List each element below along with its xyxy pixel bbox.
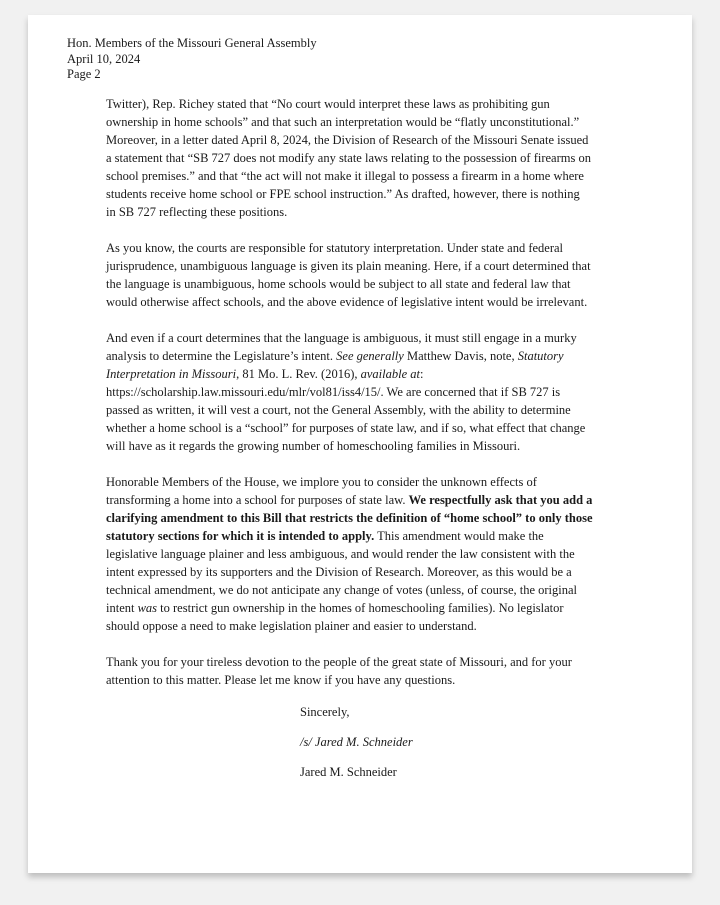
- date-line: April 10, 2024: [67, 51, 141, 66]
- text-run: :: [420, 367, 424, 381]
- text-run: transforming a home into a school for purposes of state law.: [106, 493, 409, 507]
- text-line: attention to this matter. Please let me know if you have any questions.: [106, 673, 456, 687]
- citation-title: Interpretation in Missouri: [106, 367, 237, 381]
- citation-signal: available at: [360, 367, 420, 381]
- text-line: in SB 727 reflecting these positions.: [106, 205, 288, 219]
- letter-body: [106, 95, 620, 707]
- text-line: [106, 349, 564, 363]
- bold-request: We respectfully ask that you add a: [408, 493, 593, 507]
- recipient-line: Hon. Members of the Missouri General Assembly: [67, 36, 317, 50]
- bold-request: statutory sections for which it is intended to apply.: [106, 529, 375, 543]
- signer-name: Jared M. Schneider: [300, 765, 397, 779]
- text-line: https://scholarship.law.missouri.edu/mlr/vol81/iss4/15/. We are concerned that if SB 727 is: [106, 385, 561, 399]
- text-line: And even if a court determines that the language is ambiguous, it must still engage in a murky: [106, 331, 577, 345]
- text-line: [106, 601, 564, 615]
- citation-title: Statutory: [517, 349, 564, 363]
- letter-closing: [300, 703, 413, 793]
- text-run: Matthew Davis, note,: [403, 349, 518, 363]
- paragraph-2: [106, 239, 620, 311]
- text-line: [106, 529, 544, 543]
- text-line: would otherwise affect schools, and the above evidence of legislative intent would be irrelevant.: [106, 295, 588, 309]
- electronic-signature: /s/ Jared M. Schneider: [300, 735, 413, 749]
- page-number: Page 2: [67, 67, 101, 81]
- letter-page: [28, 15, 692, 873]
- text-line: will have as it regards the growing number of homeschooling families in Missouri.: [106, 439, 521, 453]
- text-line: should oppose a need to make legislation plainer and easier to understand.: [106, 619, 477, 633]
- salutation: Sincerely,: [300, 705, 350, 719]
- text-run: to restrict gun ownership in the homes of homeschooling families). No legislator: [157, 601, 564, 615]
- text-line: passed as written, it will vest a court, not the General Assembly, with the ability to determine: [106, 403, 571, 417]
- text-line: [106, 493, 592, 507]
- text-line: As you know, the courts are responsible for statutory interpretation. Under state and federal: [106, 241, 564, 255]
- text-line: school premises.” and that “the act will not make it illegal to possess a firearm in a home where: [106, 169, 584, 183]
- text-line: technical amendment, we do not anticipate any change of votes (unless, of course, the original: [106, 583, 578, 597]
- text-line: legislative language plainer and less ambiguous, and would render the law consistent with the: [106, 547, 575, 561]
- text-line: the language is unambiguous, home schools would be subject to all state and federal law that: [106, 277, 571, 291]
- text-line: Moreover, in a letter dated April 8, 2024, the Division of Research of the Missouri Senate issued: [106, 133, 589, 147]
- citation-signal: See generally: [336, 349, 404, 363]
- text-line: Honorable Members of the House, we implore you to consider the unknown effects of: [106, 475, 537, 489]
- text-line: students receive home school or FPE school instruction.” As drafted, however, there is nothing: [106, 187, 580, 201]
- text-run: intent: [106, 601, 138, 615]
- text-line: jurisprudence, unambiguous language is given its plain meaning. Here, if a court determined that: [106, 259, 591, 273]
- text-line: Twitter), Rep. Richey stated that “No court would interpret these laws as prohibiting gun: [106, 97, 550, 111]
- text-run: This amendment would make the: [374, 529, 544, 543]
- paragraph-5: [106, 653, 620, 689]
- paragraph-4: [106, 473, 620, 635]
- text-line: whether a home school is a “school” for purposes of state law, and if so, what effect that change: [106, 421, 586, 435]
- text-line: intent expressed by its supporters and the Division of Research. Moreover, as this would be a: [106, 565, 572, 579]
- emphasis: was: [137, 601, 158, 615]
- paragraph-3: [106, 329, 620, 455]
- text-line: ownership in home schools” and that such an interpretation would be “flatly unconstitutional.”: [106, 115, 580, 129]
- text-line: Thank you for your tireless devotion to the people of the great state of Missouri, and for your: [106, 655, 572, 669]
- bold-request: clarifying amendment to this Bill that restricts the definition of “home school” to only those: [106, 511, 593, 525]
- text-run: analysis to determine the Legislature’s intent.: [106, 349, 337, 363]
- text-line: [106, 367, 423, 381]
- text-run: , 81 Mo. L. Rev. (2016),: [236, 367, 361, 381]
- text-line: a statement that “SB 727 does not modify any state laws relating to the possession of firearms on: [106, 151, 591, 165]
- letter-header: [67, 36, 317, 83]
- paragraph-1: [106, 95, 620, 221]
